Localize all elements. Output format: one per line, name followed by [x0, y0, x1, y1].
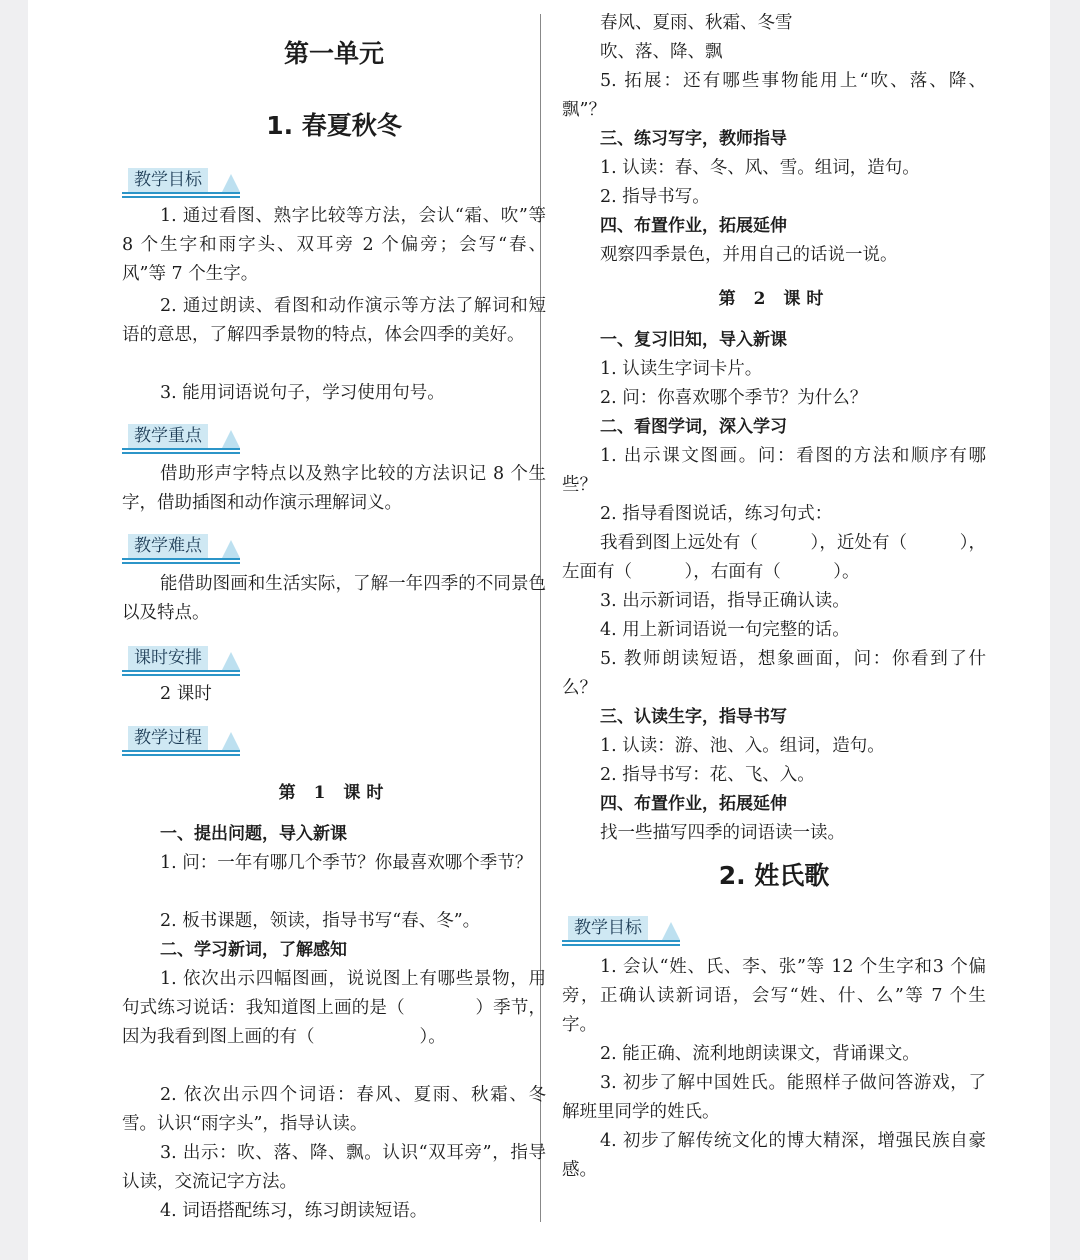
section-header-goals: 教学目标	[122, 166, 242, 200]
goal-item: 3. 能用词语说句子，学习使用句号。	[160, 383, 445, 403]
word-list: 春风、夏雨、秋霜、冬雪	[600, 13, 793, 33]
section-header-goals: 教学目标	[562, 914, 682, 948]
step-item: 2. 问：你喜欢哪个季节？为什么？	[600, 388, 868, 408]
step-item: 1. 认读：游、池、入。组词，造句。	[600, 736, 885, 756]
step-item: 1. 问：一年有哪几个季节？你最喜欢哪个季节？	[160, 853, 533, 873]
step-item: 1. 出示课文图画。问：看图的方法和顺序有哪些？	[562, 446, 986, 495]
section-header-process: 教学过程	[122, 724, 242, 758]
step-item: 2. 指导书写。	[600, 187, 710, 207]
word-list: 吹、落、降、飘	[600, 42, 723, 62]
step-item: 找一些描写四季的词语读一读。	[600, 823, 845, 843]
key-points-text: 借助形声字特点以及熟字比较的方法识记 8 个生字，借助插图和动作演示理解词义。	[122, 464, 546, 513]
step-item: 3. 出示：吹、落、降、飘。认识“双耳旁”，指导认读，交流记字方法。	[122, 1143, 546, 1192]
part-heading: 二、看图学词，深入学习	[600, 417, 787, 437]
section-header-key-points: 教学重点	[122, 422, 242, 456]
step-item: 4. 词语搭配练习，练习朗读短语。	[160, 1201, 428, 1221]
step-item: 1. 依次出示四幅图画，说说图上有哪些景物，用句式练习说话：我知道图上画的是（ ）季节，因为我看到图上画的有（ ）。	[122, 969, 546, 1047]
step-item: 5. 教师朗读短语，想象画面，问：你看到了什么？	[562, 649, 986, 698]
part-heading: 四、布置作业，拓展延伸	[600, 216, 787, 236]
step-item: 观察四季景色，并用自己的话说一说。	[600, 245, 898, 265]
part-heading: 二、学习新词，了解感知	[160, 940, 347, 960]
step-item: 1. 认读：春、冬、风、雪。组词，造句。	[600, 158, 920, 178]
step-item: 2. 指导看图说话，练习句式：	[600, 504, 833, 524]
goal-item: 2. 能正确、流利地朗读课文，背诵课文。	[600, 1044, 920, 1064]
period-title: 第 2 课时	[718, 289, 830, 309]
difficulties-text: 能借助图画和生活实际，了解一年四季的不同景色以及特点。	[122, 574, 546, 623]
goal-item: 4. 初步了解传统文化的博大精深，增强民族自豪感。	[562, 1131, 986, 1180]
textbook-page	[28, 0, 1050, 1260]
goal-item: 1. 通过看图、熟字比较等方法，会认“霜、吹”等 8 个生字和雨字头、双耳旁 2 个偏旁；会写“春、风”等 7 个生字。	[122, 206, 546, 284]
part-heading: 一、提出问题，导入新课	[160, 824, 347, 844]
section-header-schedule: 课时安排	[122, 644, 242, 678]
step-item: 1. 认读生字词卡片。	[600, 359, 763, 379]
step-item: 2. 板书课题，领读，指导书写“春、冬”。	[160, 911, 481, 931]
step-item: 4. 用上新词语说一句完整的话。	[600, 620, 850, 640]
unit-title: 第一单元	[283, 39, 384, 68]
step-item: 3. 出示新词语，指导正确认读。	[600, 591, 850, 611]
part-heading: 三、练习写字，教师指导	[600, 129, 787, 149]
goal-item: 1. 会认“姓、氏、李、张”等 12 个生字和3 个偏旁，正确认读新词语，会写“姓、什、么”等 7 个生字。	[562, 957, 986, 1035]
schedule-text: 2 课时	[160, 684, 212, 704]
part-heading: 一、复习旧知，导入新课	[600, 330, 787, 350]
step-item: 2. 指导书写：花、飞、入。	[600, 765, 815, 785]
step-item: 2. 依次出示四个词语：春风、夏雨、秋霜、冬雪。认识“雨字头”，指导认读。	[122, 1085, 546, 1134]
goal-item: 3. 初步了解中国姓氏。能照样子做问答游戏，了解班里同学的姓氏。	[562, 1073, 986, 1122]
sentence-pattern: 我看到图上远处有（ ），近处有（ ），左面有（ ），右面有（ ）。	[562, 533, 986, 582]
step-item: 5. 拓展：还有哪些事物能用上“吹、落、降、飘”？	[562, 71, 986, 120]
section-header-difficulties: 教学难点	[122, 532, 242, 566]
part-heading: 三、认读生字，指导书写	[600, 707, 787, 727]
part-heading: 四、布置作业，拓展延伸	[600, 794, 787, 814]
lesson-title: 2. 姓氏歌	[718, 861, 830, 890]
lesson-title: 1. 春夏秋冬	[266, 111, 402, 140]
period-title: 第 1 课时	[278, 783, 390, 803]
goal-item: 2. 通过朗读、看图和动作演示等方法了解词和短语的意思，了解四季景物的特点，体会四季的美好。	[122, 296, 546, 345]
